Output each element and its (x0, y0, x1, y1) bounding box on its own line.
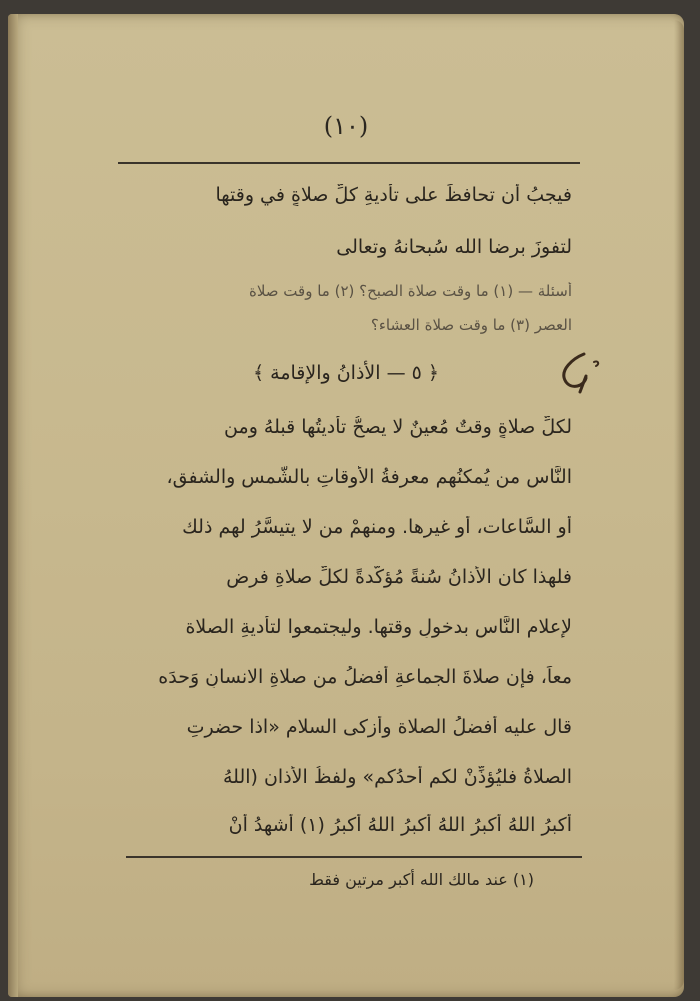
paragraph-2-line-2: النَّاس من يُمكنُهم معرفةُ الأوقاتِ بالشَّمسِ والشفقِ، (166, 466, 572, 488)
paragraph-2-line-7: قال عليه أفضلُ الصلاة وأزكى السلام «اذا حضرتِ (186, 716, 572, 738)
paragraph-2-line-4: فلهذا كان الأذانُ سُنةً مُؤكَّدةً لكلِّ صلاةِ فرضٍ (226, 566, 572, 588)
paragraph-2-line-5: لإعلامِ النَّاس بدخولِ وقتها. وليجتمعوا لتأديةِ الصلاة (185, 616, 572, 638)
paragraph-2-line-9: أكبرُ اللهُ أكبرُ اللهُ أكبرُ اللهُ أكبرُ (١) أشهدُ أنْ (228, 814, 572, 836)
questions-line-1: أسئلة — (١) ما وقت صلاة الصبح؟ (٢) ما وقت صلاة (248, 282, 572, 300)
paragraph-2-line-6: معاً، فإن صلاةَ الجماعةِ أفضلُ من صلاةِ الانسانِ وَحدَه (158, 666, 572, 688)
paragraph-2-line-8: الصلاةُ فليُؤذِّنْ لكم أحدُكم» ولفظُ الأذان (اللهُ (222, 766, 572, 788)
questions-line-2: العصر (٣) ما وقت صلاة العشاء؟ (370, 316, 572, 334)
paragraph-1-line-1: فيجبُ أن تحافظَ على تأديةِ كلِّ صلاةٍ في وقتها (215, 184, 572, 206)
paragraph-2-line-1: لكلِّ صلاةٍ وقتٌ مُعينٌ لا يصحُّ تأديتُها قبلهُ ومن (224, 416, 572, 438)
paragraph-2-line-3: أو السَّاعات، أو غيرها. ومنهمْ من لا يتيسَّرُ لهم ذلك (182, 516, 572, 538)
header-rule (118, 162, 580, 164)
book-page (8, 14, 684, 997)
footnote-rule (126, 856, 582, 858)
section-heading: ﴿ ٥ — الأذانُ والإقامة ﴾ (252, 362, 440, 384)
paragraph-1-line-2: لتفوزَ برضا الله سُبحانهُ وتعالى (336, 236, 572, 258)
book-spine (8, 14, 18, 997)
page-number: (١٠) (323, 112, 369, 140)
page-edge (674, 20, 684, 990)
footnote: (١) عند مالك الله أكبر مرتين فقط (309, 870, 534, 889)
